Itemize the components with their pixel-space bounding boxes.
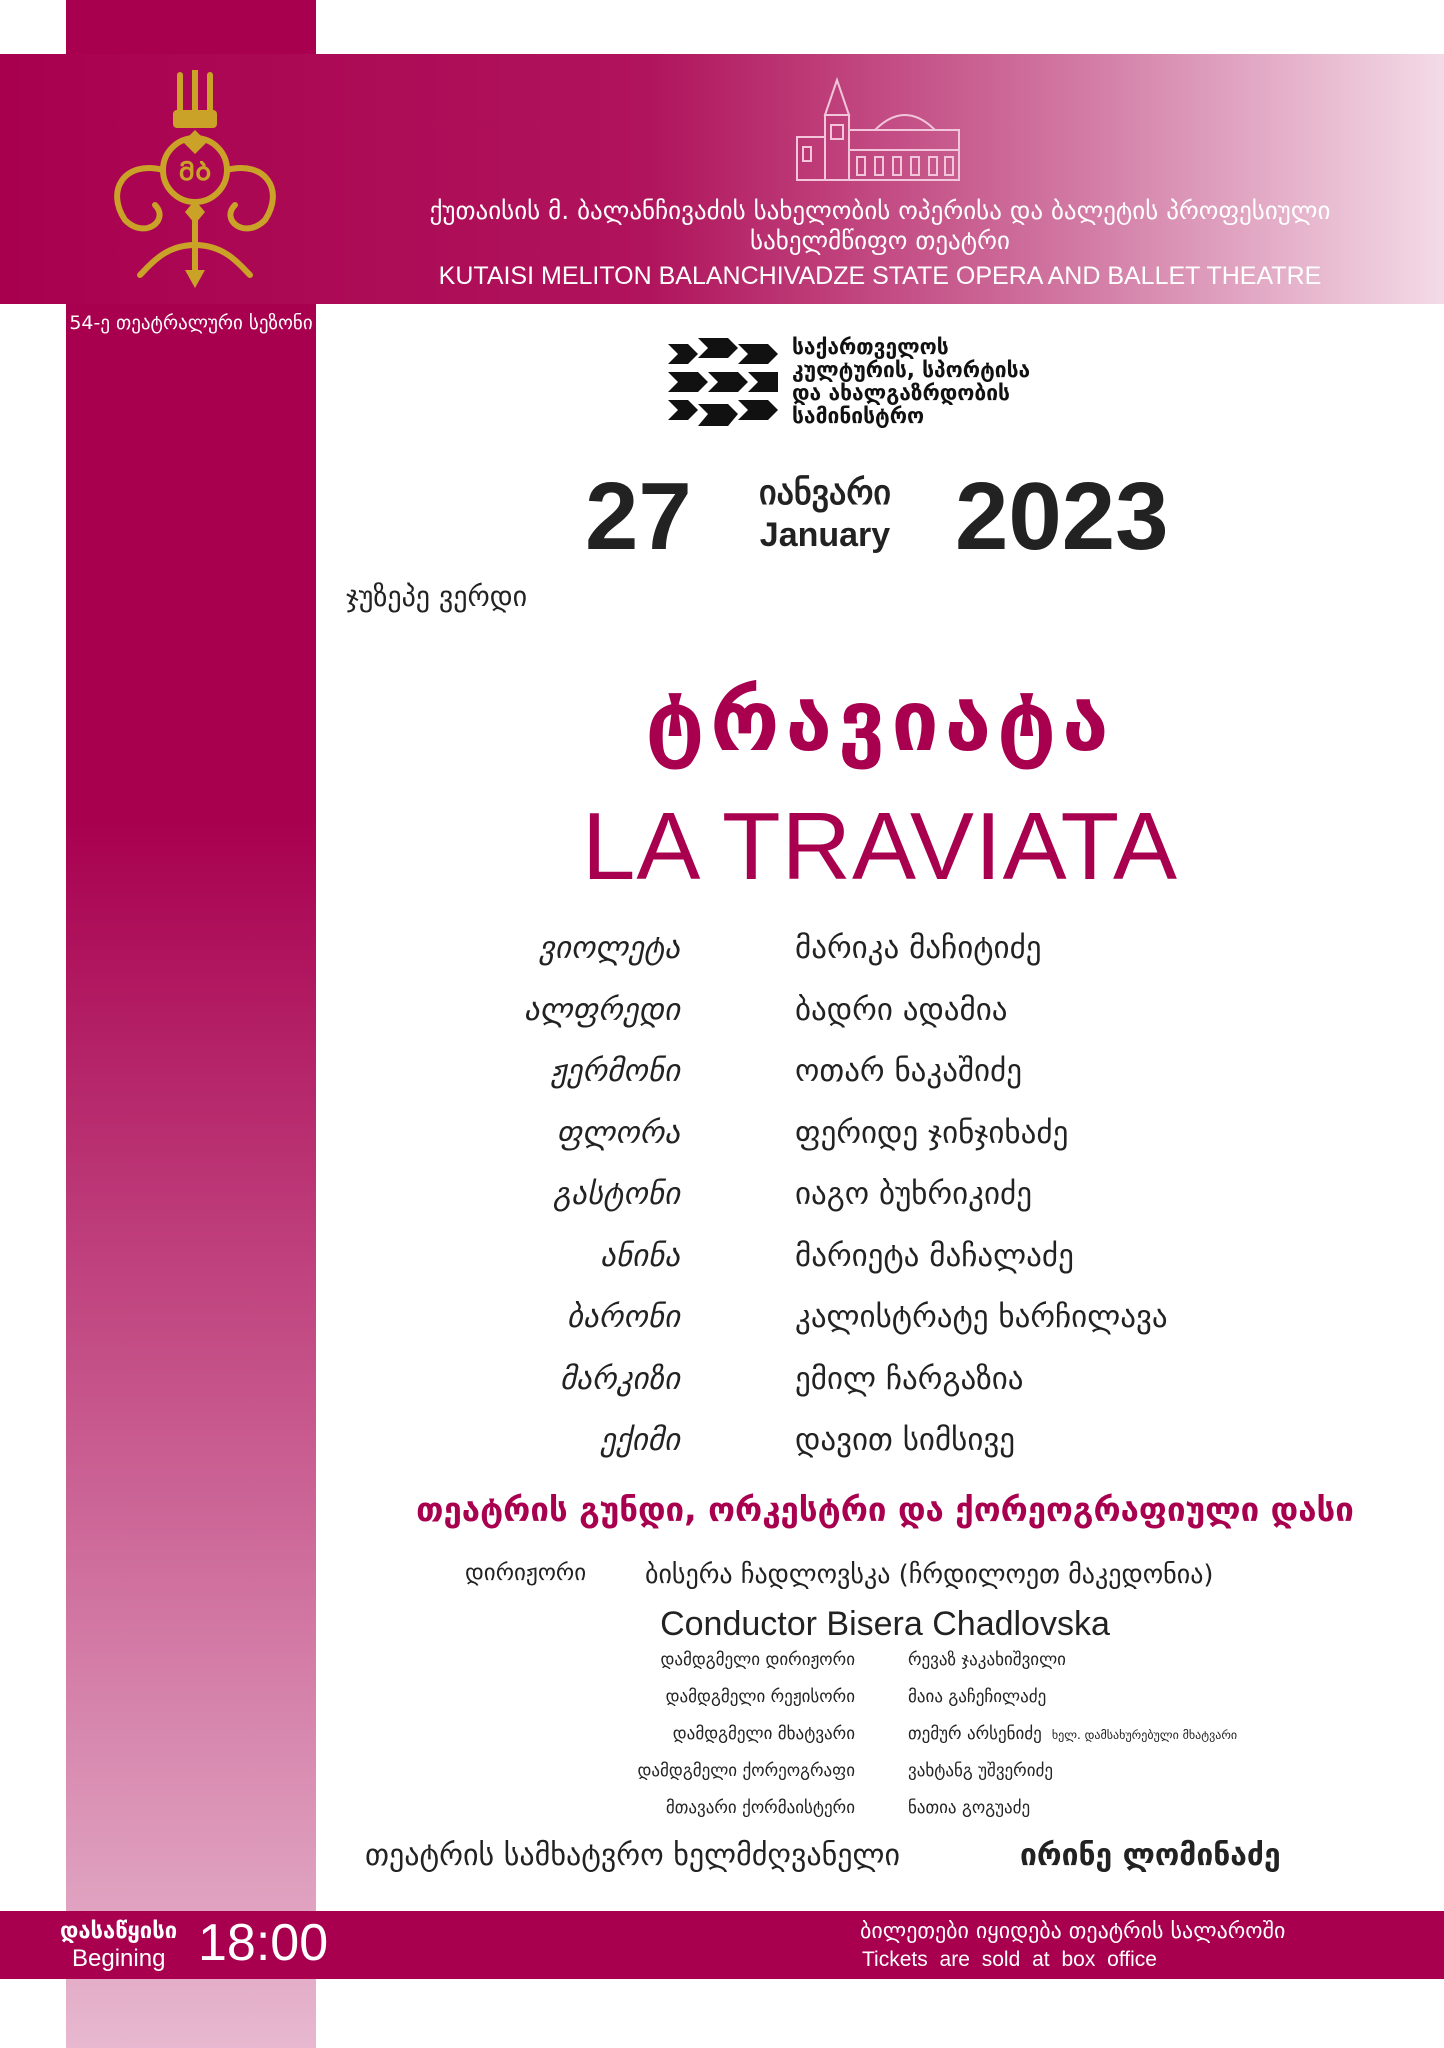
staff-role: მთავარი ქორმაისტერი [665, 1798, 855, 1818]
staff-name [908, 1798, 1030, 1818]
production-staff-list [340, 1650, 1430, 1835]
cast-singer: იაგო ბუხრიკიძე [795, 1176, 1032, 1212]
staff-name-text: მაია გაჩეჩილაძე [908, 1687, 1047, 1707]
art-director-credit [340, 1838, 1430, 1878]
ensemble-credit: თეატრის გუნდი, ორკესტრი და ქორეოგრაფიული დასი [416, 1490, 1354, 1529]
staff-row [340, 1761, 1430, 1798]
cast-role: ჟერმონი [550, 1053, 680, 1089]
conductor-credit-english: Conductor Bisera Chadlovska [660, 1605, 1110, 1643]
theatre-name-ka-line2: სახელმწიფო თეატრი [750, 226, 1010, 255]
staff-role: დამდგმელი მხატვარი [672, 1724, 855, 1744]
conductor-label: დირიჟორი [465, 1560, 587, 1586]
tickets-info-ka: ბილეთები იყიდება თეატრის სალაროში [860, 1919, 1286, 1944]
start-time: 18:00 [198, 1914, 329, 1972]
cast-role: გასტონი [553, 1176, 680, 1212]
ministry-logo [668, 338, 778, 428]
cast-list [430, 930, 1370, 1484]
date-month [730, 472, 920, 556]
date-day: 27 [585, 463, 692, 570]
start-label-en: Begining [72, 1945, 166, 1972]
cast-role: ვიოლეტა [538, 930, 680, 966]
cast-role: ალფრედი [523, 991, 680, 1028]
theatre-name-ka-line1: ქუთაისის მ. ბალანჩივაძის სახელობის ოპერისა და ბალეტის პროფესიული [429, 196, 1331, 225]
cast-row [430, 1115, 1370, 1177]
ministry-line-4: სამინისტრო [792, 404, 925, 428]
staff-row [340, 1687, 1430, 1724]
composer-name: ჯუზეპე ვერდი [346, 580, 528, 613]
cast-role: ექიმი [600, 1422, 680, 1458]
cast-row [430, 1361, 1370, 1423]
ministry-line-2: კულტურის, სპორტისა [792, 358, 1031, 382]
cast-role: ბარონი [566, 1299, 680, 1335]
cast-role: მარკიზი [559, 1360, 680, 1397]
date-year: 2023 [955, 463, 1169, 570]
left-decorative-band [66, 0, 316, 2048]
cast-singer: ემილ ჩარგაზია [795, 1360, 1024, 1397]
staff-role: დამდგმელი ქორეოგრაფი [637, 1761, 855, 1781]
ministry-line-3: და ახალგაზრდობის [792, 381, 1010, 405]
staff-role: დამდგმელი დირიჟორი [660, 1650, 855, 1670]
cast-singer: ოთარ ნაკაშიძე [795, 1053, 1022, 1089]
cast-singer: ფერიდე ჯინჯიხაძე [795, 1114, 1069, 1151]
tickets-info-en: Tickets are sold at box office [862, 1948, 1157, 1971]
footer-band [0, 1911, 1444, 1979]
cast-singer: ბადრი ადამია [795, 991, 1008, 1028]
staff-name [908, 1687, 1046, 1707]
theatre-name-english: KUTAISI MELITON BALANCHIVADZE STATE OPERA AND BALLET THEATRE [438, 262, 1322, 290]
svg-text:ᲛᲑ: ᲛᲑ [178, 157, 212, 187]
theatre-building-illustration [795, 75, 965, 185]
cast-singer: დავით სიმსივე [795, 1422, 1016, 1458]
opera-title-english: LA TRAVIATA [581, 793, 1179, 900]
conductor-name-ka: ბისერა ჩადლოვსკა (ჩრდილოეთ მაკედონია) [645, 1560, 1214, 1590]
cast-row [430, 1422, 1370, 1484]
staff-row [340, 1650, 1430, 1687]
ministry-name [792, 336, 1132, 428]
staff-row [340, 1724, 1430, 1761]
staff-name-text: ნათია გოგუაძე [908, 1798, 1031, 1818]
staff-name [908, 1761, 1053, 1781]
cast-row [430, 930, 1370, 992]
staff-name [908, 1724, 1237, 1744]
staff-note: ხელ. დამსახურებული მხატვარი [1051, 1728, 1238, 1742]
art-director-name: ირინე ლომინაძე [1020, 1838, 1281, 1873]
cast-role: ფლორა [556, 1114, 680, 1151]
staff-name-text: თემურ არსენიძე [908, 1724, 1042, 1744]
cast-row [430, 992, 1370, 1054]
opera-title-georgian: ტრავიატა [645, 672, 1115, 770]
staff-name-text: ვახტანგ უშვერიძე [908, 1761, 1054, 1781]
cast-row [430, 1176, 1370, 1238]
start-label-ka: დასაწყისი [60, 1919, 178, 1944]
theatre-name-georgian [340, 196, 1420, 256]
cast-row [430, 1299, 1370, 1361]
cast-singer: მარიეტა მაჩალაძე [795, 1237, 1074, 1274]
staff-role: დამდგმელი რეჟისორი [665, 1687, 855, 1707]
date-month-ka: იანვარი [759, 474, 891, 512]
theatre-crest-logo [95, 70, 295, 290]
cast-row [430, 1053, 1370, 1115]
staff-row [340, 1798, 1430, 1835]
conductor-credit-georgian [340, 1560, 1430, 1592]
ministry-line-1: საქართველოს [792, 335, 949, 359]
staff-name-text: რევაზ ჯაკახიშვილი [908, 1650, 1066, 1670]
cast-role: ანინა [600, 1237, 680, 1274]
cast-singer: კალისტრატე ხარჩილავა [795, 1299, 1168, 1335]
staff-name [908, 1650, 1066, 1670]
date-month-en: January [759, 516, 891, 554]
season-label: 54-ე თეატრალური სეზონი [69, 312, 313, 334]
cast-row [430, 1238, 1370, 1300]
art-director-label: თეატრის სამხატვრო ხელმძღვანელი [365, 1838, 900, 1873]
cast-singer: მარიკა მაჩიტიძე [795, 930, 1042, 966]
